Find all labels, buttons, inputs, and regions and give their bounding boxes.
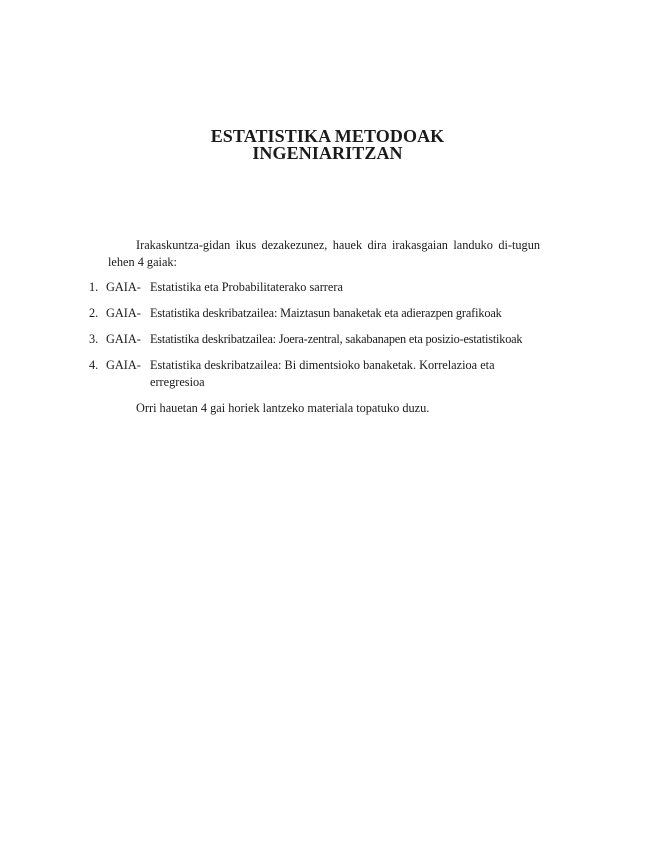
topic-text: Estatistika deskribatzailea: Bi dimentsioko banaketak. Korrelazioa eta erregresioa: [150, 358, 495, 389]
topic-text: Estatistika eta Probabilitaterako sarrera: [150, 280, 343, 294]
topic-label: GAIA-: [106, 306, 141, 320]
topic-number: 4.: [89, 358, 99, 372]
title-line-2: INGENIARITZAN: [252, 143, 403, 163]
closing-paragraph: Orri hauetan 4 gai horiek lantzeko materiala topatuko duzu.: [136, 401, 430, 415]
document-title: [0, 128, 655, 162]
topic-number: 3.: [89, 332, 99, 346]
topic-number: 2.: [89, 306, 99, 320]
topic-text: Estatistika deskribatzailea: Maiztasun banaketak eta adierazpen grafikoak: [150, 306, 502, 320]
topic-number: 1.: [89, 280, 99, 294]
title-line-1: ESTATISTIKA METODOAK: [210, 126, 445, 146]
topic-text: Estatistika deskribatzailea: Joera-zentral, sakabanapen eta posizio-estatistikoak: [150, 332, 523, 346]
intro-paragraph: Irakaskuntza-gidan ikus dezakezunez, hauek dira irakasgaian landuko di-tugun lehen 4 gaiak:: [108, 238, 540, 269]
topic-label: GAIA-: [106, 280, 141, 294]
topic-label: GAIA-: [106, 332, 141, 346]
topic-label: GAIA-: [106, 358, 141, 372]
